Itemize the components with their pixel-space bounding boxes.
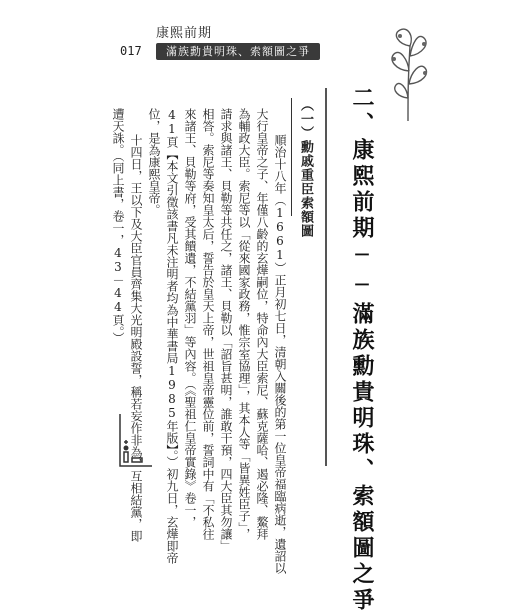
floral-flourish-icon: [378, 26, 438, 126]
body-column-7: 41頁【本文引徵該書凡未注明者均為中華書局1985年版】。）初九日，玄燁即帝: [165, 108, 179, 564]
section-underline: [291, 98, 292, 216]
body-column-1: 順治十八年（1661）正月初七日，清朝入關後的第一位皇帝福臨病逝，遺詔以: [273, 134, 287, 574]
body-column-9: 十四日，王以下及大臣官員齊集大光明殿設誓，稱若妄作非為，互相結黨，即: [129, 134, 143, 542]
body-column-4: 請求與諸王、貝勒等共任之，諸王、貝勒以「詔旨甚明，誰敢干預，四大臣其勿讓」: [219, 108, 233, 552]
body-column-10: 遭天誅。（同上書，卷一，43－44頁。）: [111, 108, 125, 344]
heading-rule: [325, 88, 327, 466]
chapter-heading: 二、康熙前期──滿族勳貴明珠、索額圖之爭: [349, 86, 375, 614]
body-column-5: 相答。索尼等奏知皇太后，誓告於皇天上帝，世祖皇帝靈位前，誓詞中有「不私往: [201, 108, 215, 540]
page-number: 017: [120, 44, 142, 58]
section-heading: （一）勳戚重臣索額圖: [298, 98, 313, 238]
page-header: [120, 22, 410, 62]
book-title: 康熙前期: [156, 26, 213, 41]
body-column-8: 位，是為康熙皇帝。: [147, 108, 161, 216]
body-column-2: 大行皇帝之子、年僅八齡的玄燁嗣位，特命內大臣索尼、蘇克薩哈、遏必隆、鰲拜: [255, 108, 269, 540]
chapter-banner: 滿族勳貴明珠、索額圖之爭: [156, 43, 320, 60]
corner-ornament-icon: [114, 412, 154, 472]
body-column-3: 為輔政大臣。索尼等以「從來國家政務，惟宗室協理」，其本人等「皆異姓臣子」，: [237, 108, 251, 540]
body-column-6: 來諸王、貝勒等府，受其饋遺，不結黨羽」等內容。（《聖祖仁皇帝實錄》卷一，: [183, 108, 197, 528]
